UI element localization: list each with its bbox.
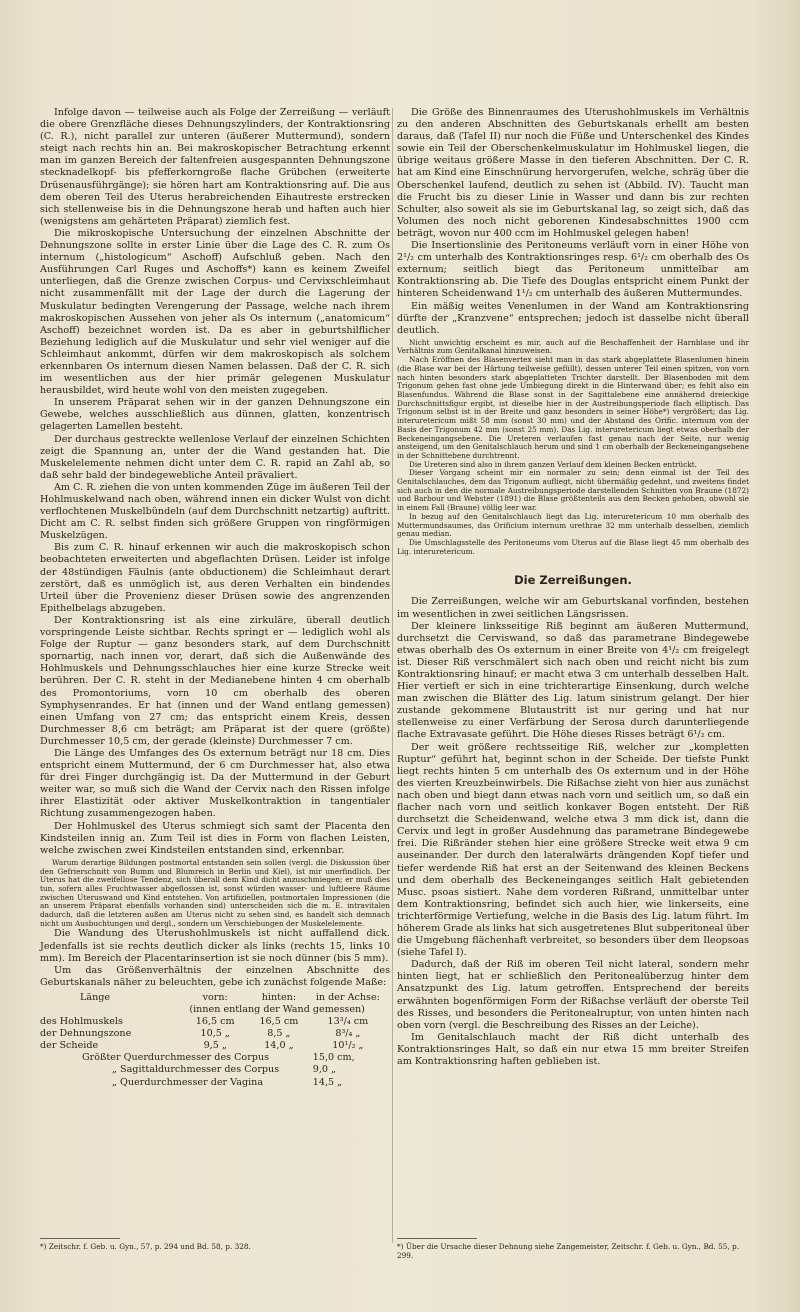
table-cell: 14,0 „ [264, 1040, 294, 1052]
table-row [40, 1064, 385, 1076]
paragraph: Die Insertionslinie des Peritoneums verläuft vorn in einer Höhe von 2¹/₂ cm unterhalb des Kontraktionsringes resp. 6¹/₂ cm oberhalb des Os externum; seitlich biegt das Peritoneum unmittelbar am Kontraktionsring ab. Die Tiefe des Douglas entspricht einem Punkt der hinteren Scheidenwand 1¹/₂ cm unterhalb des äußeren Muttermundes. [397, 240, 749, 300]
measurements-table [40, 992, 385, 1089]
table-row [40, 1077, 385, 1089]
paragraph: Die mikroskopische Untersuchung der einzelnen Abschnitte der Dehnungszone sollte in erster Linie über die Lage des C. R. zum Os internum („histologicum“ Aschoff) Aufschluß geben. Nach den Ausführungen Carl Ruges und Aschoffs*) kann es keinem Zweifel unterliegen, daß die Grenze zwischen Corpus- und Cervixschleimhaut nicht zusammenfällt mit der Lage der durch die Lagerung der Muskulatur bedingten Verengerung der Passage, welche nach ihrem makroskopischen Aussehen von jeher als Os internum („anatomicum“ Aschoff) bezeichnet worden ist. Da es aber in geburtshilflicher Beziehung lediglich auf die Muskulatur und sehr viel weniger auf die Schleimhaut ankommt, dürfen wir dem makroskopisch als solchem erkennbaren Os internum diesen Namen belassen. Daß der C. R. sich im wesentlichen aus der hier primär gelegenen Muskulatur herausbildet, wird heute wohl von den meisten zugegeben. [40, 227, 390, 397]
paragraph: Bis zum C. R. hinauf erkennen wir auch die makroskopisch schon beobachteten erweiterten und abgeflachten Drüsen. Leider ist infolge der 48stündigen Fäulnis (ante obductionem) die Schleimhaut derart zerstört, daß es unmöglich ist, aus deren Verhalten ein bindendes Urteil über die Provenienz dieser Drüsen sowie des angrenzenden Epithelbelags abzugeben. [40, 542, 390, 614]
table-cell: 9,0 „ [312, 1064, 337, 1076]
table-cell: 10,5 „ [200, 1028, 230, 1040]
paragraph: Die Größe des Binnenraumes des Uterushohlmuskels im Verhältnis zu den anderen Abschnitten des Geburtskanals erhellt am besten daraus, daß (Tafel II) nur noch die Füße und Unterschenkel des Kindes sowie ein Teil der Oberschenkelmuskulatur im Hohlmuskel liegen, die übrige weitaus größere Masse in den tieferen Abschnitten. Der C. R. hat am Kind eine Einschnürung hervorgerufen, welche, schräg über die Oberschenkel laufend, deutlich zu sehen ist (Abbild. IV). Taucht man die Frucht bis zu dieser Linie in Wasser und dann bis zur rechten Schulter, also soweit als sie im Geburtskanal lag, so zeigt sich, daß das Volumen des noch nicht geborenen Kindesabschnittes 1900 ccm beträgt, wovon nur 400 ccm im Hohlmuskel gelegen haben! [397, 107, 749, 239]
small-print-note: Dieser Vorgang scheint mir ein normaler zu sein; denn einmal ist der Teil des Genitalschlauches, dem das Trigonum aufliegt, nicht übermäßig gedehnt, und zweitens findet sich auch in den die normale Austreibungsperiode darstellenden Schnitten von Braune (1872) und Barbour und Webster (1891) die Blase größtenteils aus dem Becken gehoben, obwohl sie in einem Fall (Braune) völlig leer war. [397, 468, 749, 513]
table-cell: des Hohlmuskels [40, 1016, 123, 1028]
paragraph: Ein mäßig weites Venenlumen in der Wand am Kontraktionsring dürfte der „Kranzvene“ entsprechen; jedoch ist dasselbe nicht überall deutlich. [397, 300, 749, 336]
table-header-cell: Länge [80, 991, 111, 1003]
table-cell: Größter Querdurchmesser des Corpus [82, 1052, 270, 1064]
footnote-text: *) Zeitschr. f. Geb. u. Gyn., 57, p. 294 und Bd. 58, p. 328. [40, 1242, 251, 1251]
table-cell: 8,5 „ [267, 1028, 291, 1040]
paragraph: Infolge davon — teilweise auch als Folge der Zerreißung — verläuft die obere Grenzfläche dieses Dehnungszylinders, der Kontraktionsring (C. R.), nicht parallel zur unteren (äußerer Muttermund), sondern steigt nach rechts hin an. Bei makroskopischer Betrachtung erkennt man im ganzen Bereich der faltenfreien ausgespannten Dehnungszone stecknadelkopf- bis pfefferkorngroße flache Grübchen (erweiterte Drüsenausführgänge); sie hören hart am Kontraktionsring auf. Die aus dem oberen Teil des Uterus herabreichenden Eihautreste erstrecken sich stellenweise bis in die Dehnungszone herab und haften auch hier (wenigstens am gehärteten Präparat) ziemlich fest. [40, 107, 390, 227]
table-cell: 14,5 „ [312, 1076, 343, 1088]
small-print-note: Nicht unwichtig erscheint es mir, auch auf die Beschaffenheit der Harnblase und ihr Verhältnis zum Genitalkanal hinzuweisen. [397, 337, 749, 356]
small-print-note: Nach Eröffnen des Blasenvertex sieht man in das stark abgeplattete Blasenlumen hinein (die Blase war bei der Härtung teilweise gefüllt), dessen unterer Teil einen spitzen, von vorn nach hinten besonders stark abgeplatteten Trichter darstellt. Der Blasenboden mit dem Trigonum gehen fast ohne jede Umbiegung direkt in die Hinterwand über; es fehlt also ein Blasenfundus. Während die Blase sonst in der Sagittalebene eine annähernd dreieckige Durchschnittsfigur ergibt, ist dieselbe hier in der Austreibungsperiode flach elliptisch. Das Trigonum selbst ist in der Breite und ganz besonders in seiner Höhe*) vergrößert; das Lig. interuretericum mißt 58 mm (sonst 30 mm) und der Abstand des Orific. internum von der Basis der Trigonum 42 mm (sonst 25 mm). Das Lig. interuretericum liegt etwas oberhalb der Beckeneingangsebene. Die Ureteren verlaufen fast genau nach der Seite, nur wenig ansteigend, um den Genitalschlauch herum und sind 1 cm oberhalb der Beckeneingangsebene in der Schnittebene durchtrennt. [397, 355, 749, 460]
footnote-rule [40, 1238, 120, 1239]
table-cell: der Dehnungszone [40, 1028, 132, 1040]
table-row [40, 1052, 385, 1064]
footnote-rule [397, 1238, 477, 1239]
paragraph: Dadurch, daß der Riß im oberen Teil nicht lateral, sondern mehr hinten liegt, hat er schließlich den Peritonealüberzug hinter dem Ansatzpunkt des Lig. latum getroffen. Entsprechend der bereits erwähnten bogenförmigen Form der Rißachse verläuft der oberste Teil des Risses, und besonders die Peritonealruptur, von unten hinten nach oben vorn (vergl. die Beschreibung des Risses an der Leiche). [397, 959, 749, 1031]
table-subheader-row [40, 1004, 385, 1016]
table-cell: 13³/₄ cm [327, 1016, 369, 1028]
table-cell: 9,5 „ [203, 1040, 227, 1052]
small-print-note: Die Ureteren sind also in ihrem ganzen Verlauf dem kleinen Becken entrückt. [409, 459, 698, 469]
paragraph: Der Hohlmuskel des Uterus schmiegt sich samt der Placenta den Kindsteilen innig an. Zum Teil ist dies in Form von flachen Leisten, welche zwischen zwei Kindsteilen entstanden sind, erkennbar. [40, 820, 390, 856]
left-column [40, 107, 390, 1089]
footnote-left [40, 1238, 390, 1252]
paragraph: Der weit größere rechtsseitige Riß, welcher zur „kompletten Ruptur“ geführt hat, beginnt schon in der Scheide. Der tiefste Punkt liegt rechts hinten 5 cm unterhalb des Os externum und in der Höhe des vierten Kreuzbeinwirbels. Die Rißachse zieht von hier aus zunächst nach oben und biegt dann etwas nach vorn und seitlich um, so daß ein flacher nach vorn und seitlich konkaver Bogen entsteht. Der Riß durchsetzt die Scheidenwand, welche etwa 3 mm dick ist, dann die Cervix und legt in großer Ausdehnung das parametrane Bindegewebe frei. Die Rißränder stehen hier eine größere Strecke weit etwa 9 cm auseinander. Der durch den lateralwärts drängenden Kopf tiefer und tiefer werdende Riß hat erst an der Seitenwand des kleinen Beckens und dem oberhalb des Beckeneinganges seitlich Halt gebietenden Musc. psoas sistiert. Nahe dem vorderen Rißrand, unmittelbar unter dem Kontraktionsring, befindet sich auch hier, wie linkerseits, eine trichterförmige Vertiefung, welche in die Basis des Lig. latum führt. Im höherem Grade als links hat sich ausgetretenes Blut subperitoneal über die Umgebung flächenhaft verbreitet, so besonders über dem Ileopsoas (siehe Tafel I). [397, 741, 749, 959]
table-subheader: (innen entlang der Wand gemessen) [189, 1004, 365, 1015]
table-cell: 10¹/₂ „ [332, 1040, 364, 1052]
paragraph: Die Wandung des Uterushohlmuskels ist nicht auffallend dick. Jedenfalls ist sie rechts deutlich dicker als links (rechts 15, links 10 mm). Im Bereich der Placentarinsertion ist sie noch dünner (bis 5 mm). [40, 928, 390, 964]
table-cell: „ Querdurchmesser der Vagina [112, 1076, 264, 1088]
paragraph: In unserem Präparat sehen wir in der ganzen Dehnungszone ein Gewebe, welches ausschließlich aus dünnen, glatten, konzentrisch gelagerten Lamellen besteht. [40, 397, 390, 433]
table-cell: „ Sagittaldurchmesser des Corpus [112, 1064, 280, 1076]
small-print-note: Warum derartige Bildungen postmortal entstanden sein sollen (vergl. die Diskussion über den Gefrierschnitt von Bumm und Blumreich in Berlin und Kiel), ist mir unerfindlich. Der Uterus hat die zweifellose Tendenz, sich überall dem Kind dicht anzuschmiegen; er muß dies tun, sofern alles Fruchtwasser abgeflossen ist, sonst würden wasser- und luftleere Räume zwischen Uteruswand und Kind entstehen. Von artifiziellen, postmortalen Impressionen (die an unserem Präparat ebenfalls vorhanden sind) unterscheiden sich die m. E. intravitalen dadurch, daß die letzteren außen am Uterus nicht zu sehen sind, es handelt sich demnach nicht um Ausbuchtungen und dergl., sondern um Verschiebungen der Muskelelemente. [40, 857, 390, 928]
paragraph: Um das Größenverhältnis der einzelnen Abschnitte des Geburtskanals näher zu beleuchten, gebe ich zunächst folgende Maße: [40, 964, 390, 988]
table-cell: 16,5 cm [259, 1016, 299, 1028]
footnote-right [397, 1238, 747, 1260]
table-header-cell: in der Achse: [315, 991, 380, 1003]
paragraph: Der kleinere linksseitige Riß beginnt am äußeren Muttermund, durchsetzt die Cerviswand, so daß das parametrane Bindegewebe etwas oberhalb des Os externum in einer Breite von 4¹/₂ cm freigelegt ist. Dieser Riß verschmälert sich nach oben und reicht nicht bis zum Kontraktionsring hinauf; er macht etwa 3 cm unterhalb desselben Halt. Hier vertieft er sich in eine trichterartige Einsenkung, durch welche man zwischen die Blätter des Lig. latum sinistrum gelangt. Der hier zustande gekommene Blutaustritt ist nur gering und hat nur stellenweise zu einer Verfärbung der Serosa durch darunterliegende flache Extravasate geführt. Die Höhe dieses Risses beträgt 6¹/₂ cm. [397, 620, 749, 741]
paragraph: Im Genitalschlauch macht der Riß dicht unterhalb des Kontraktionsringes Halt, so daß ein nur etwa 15 mm breiter Streifen am Kontraktionsring haften geblieben ist. [397, 1031, 749, 1068]
table-header-cell: hinten: [261, 991, 297, 1003]
paragraph: Am C. R. ziehen die von unten kommenden Züge im äußeren Teil der Hohlmuskelwand nach oben, während innen ein dicker Wulst von dicht verflochtenen Muskelbündeln (auf dem Durchschnitt netzartig) auftritt. Dicht am C. R. selbst finden sich größere Gruppen von ringförmigen Muskelzügen. [40, 481, 390, 542]
table-cell: 15,0 cm, [312, 1052, 355, 1064]
table-header-row [40, 992, 385, 1004]
footnote-text: *) Über die Ursache dieser Dehnung siehe Zangemeister, Zeitschr. f. Geb. u. Gyn., Bd. 55, p. 299. [397, 1242, 740, 1260]
column-divider [392, 108, 393, 1243]
small-print-note: In bezug auf den Genitalschlauch liegt das Lig. interuretericum 10 mm oberhalb des Muttermundsaumes, das Orificium internum urethrae 32 mm unterhalb desselben, ziemlich genau median. [397, 511, 749, 539]
table-cell: 16,5 cm [195, 1016, 235, 1028]
table-row [40, 1016, 385, 1028]
paragraph: Der durchaus gestreckte wellenlose Verlauf der einzelnen Schichten zeigt die Spannung an, unter der die Wand gestanden hat. Die Muskelelemente nehmen dicht unter dem C. R. rapid an Zahl ab, so daß sehr bald der bindegewebliche Anteil prävaliert. [40, 433, 390, 481]
paragraph: Der Kontraktionsring ist als eine zirkuläre, überall deutlich vorspringende Leiste sichtbar. Rechts springt er — lediglich wohl als Folge der Ruptur — ganz besonders stark, auf dem Durchschnitt spornartig, nach innen vor, derart, daß sich die Außenwände des Hohlmuskels und Dehnungsschlauches hier eine kurze Strecke weit berühren. Der C. R. steht in der Medianebene hinten 4 cm oberhalb des Promontoriums, vorn 10 cm oberhalb des oberen Symphysenrandes. Er hat (innen und der Wand entlang gemessen) einen Umfang von 27 cm; das entspricht einem Kreis, dessen Durchmesser 8,6 cm beträgt; am Präparat ist der quere (größte) Durchmesser 10,5 cm, der gerade (kleinste) Durchmesser 7 cm. [40, 614, 390, 747]
table-cell: der Scheide [40, 1040, 99, 1052]
table-row [40, 1040, 385, 1052]
small-print-note: Die Umschlagsstelle des Peritoneums vom Uterus auf die Blase liegt 45 mm oberhalb des Lig. interuretericum. [397, 537, 749, 556]
section-heading: Die Zerreißungen. [514, 573, 632, 588]
table-cell: 8³/₄ „ [335, 1028, 361, 1040]
table-row [40, 1028, 385, 1040]
paragraph: Die Länge des Umfanges des Os externum beträgt nur 18 cm. Dies entspricht einem Muttermund, der 6 cm Durchmesser hat, also etwa für drei Finger durchgängig ist. Da der Muttermund in der Geburt weiter war, so muß sich die Wand der Cervix nach den Rissen infolge ihrer Elastizität oder aktiver Muskelkontraktion in tangentialer Richtung zusammengezogen haben. [40, 747, 390, 820]
right-column [397, 107, 749, 1068]
table-header-cell: vorn: [202, 991, 228, 1003]
paragraph: Die Zerreißungen, welche wir am Geburtskanal vorfinden, bestehen im wesentlichen in zwei seitlichen Längsrissen. [397, 596, 749, 620]
